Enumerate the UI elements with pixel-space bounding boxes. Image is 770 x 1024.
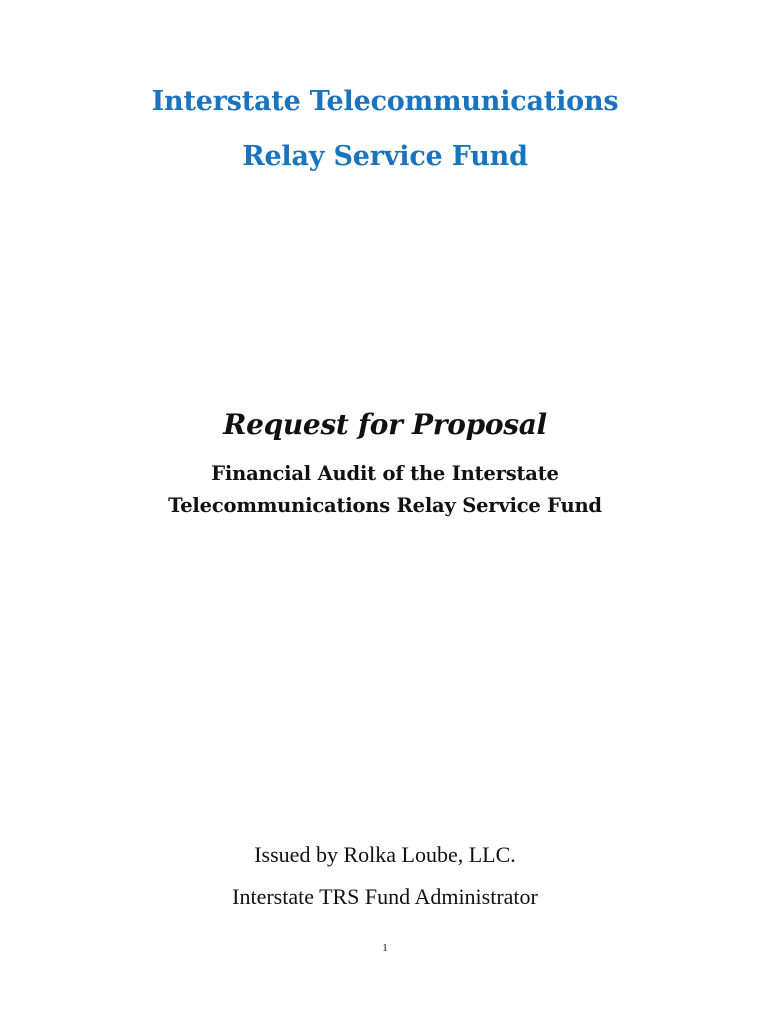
administrator-line: Interstate TRS Fund Administrator bbox=[232, 884, 538, 909]
issuer-line: Issued by Rolka Loube, LLC. bbox=[254, 842, 516, 867]
rfp-heading: Request for Proposal bbox=[223, 408, 547, 441]
page-number: 1 bbox=[382, 942, 388, 954]
subtitle-line-1: Financial Audit of the Interstate bbox=[211, 462, 559, 485]
subtitle-line-2: Telecommunications Relay Service Fund bbox=[168, 494, 602, 517]
document-title-line-1: Interstate Telecommunications bbox=[151, 86, 619, 117]
document-title-line-2: Relay Service Fund bbox=[242, 141, 528, 172]
